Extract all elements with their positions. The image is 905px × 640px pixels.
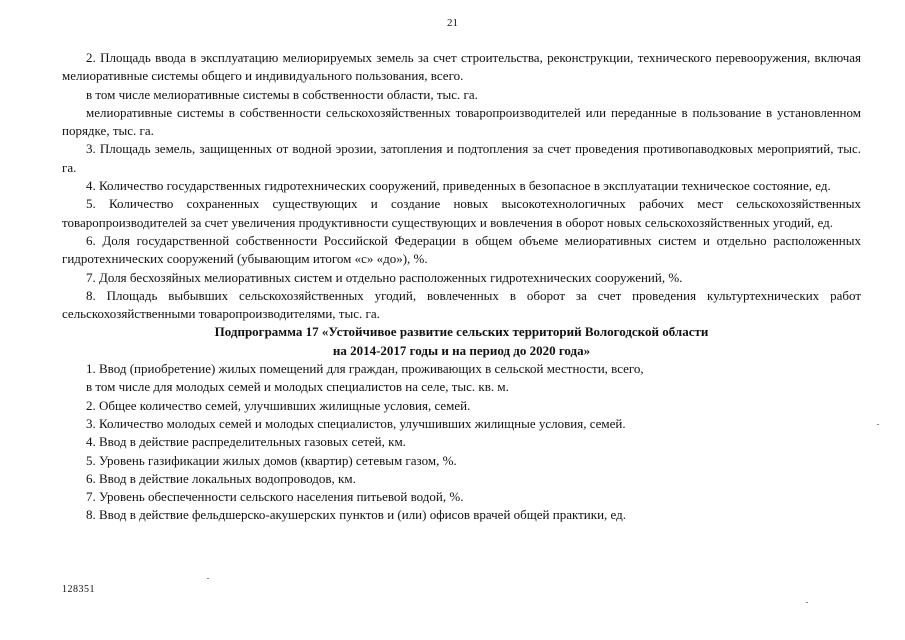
paragraph-item-6: 6. Доля государственной собственности Российской Федерации в общем объеме мелиоративных систем и отдельно расположенных гидротехнических сооружений (убывающим итогом «с» «до»), %. (62, 232, 861, 267)
page-number: 21 (447, 17, 458, 29)
subprogram-item-2: 2. Общее количество семей, улучшивших жилищные условия, семей. (86, 397, 471, 413)
subprogram-item-1: 1. Ввод (приобретение) жилых помещений для граждан, проживающих в сельской местности, всего, (86, 361, 644, 377)
subprogram-item-4: 4. Ввод в действие распределительных газовых сетей, км. (86, 434, 406, 450)
paragraph-item-7: 7. Доля бесхозяйных мелиоративных систем и отдельно расположенных гидротехнических сооружений, %. (86, 269, 683, 285)
subprogram-item-5: 5. Уровень газификации жилых домов (квартир) сетевым газом, %. (86, 452, 457, 468)
subprogram-item-3: 3. Количество молодых семей и молодых специалистов, улучшивших жилищные условия, семей. (86, 415, 626, 431)
subprogram-heading-line1: Подпрограмма 17 «Устойчивое развитие сельских территорий Вологодской области (214, 324, 709, 340)
scan-speck (207, 578, 209, 579)
paragraph-item-4: 4. Количество государственных гидротехнических сооружений, приведенных в безопасное в эксплуатации техническое состояние, ед. (86, 178, 831, 194)
paragraph-item-5: 5. Количество сохраненных существующих и создание новых высокотехнологичных рабочих мест сельскохозяйственных товаропроизводителей за счет увеличения продуктивности существующих и вовлечения в оборот новых сельскохозяйственных угодий, ед. (62, 196, 861, 230)
paragraph-item-3: 3. Площадь земель, защищенных от водной эрозии, затопления и подтопления за счет проведения противопаводковых мероприятий, тыс. га. (62, 141, 861, 175)
paragraph-item-8: 8. Площадь выбывших сельскохозяйственных угодий, вовлеченных в оборот за счет проведения культуртехнических работ сельскохозяйственными товаропроизводителями, тыс. га. (62, 287, 861, 322)
scan-speck (806, 602, 808, 603)
subprogram-item-7: 7. Уровень обеспеченности сельского населения питьевой водой, %. (86, 489, 464, 505)
paragraph-item-2: 2. Площадь ввода в эксплуатацию мелиорируемых земель за счет строительства, реконструкции, технического перевооружения, включая мелиоративные системы общего и индивидуального пользования, всего. (62, 50, 861, 84)
paragraph-item-2-producers: мелиоративные системы в собственности сельскохозяйственных товаропроизводителей или переданные в пользование в установленном порядке, тыс. га. (62, 104, 861, 139)
subprogram-item-6: 6. Ввод в действие локальных водопроводов, км. (86, 470, 356, 486)
scan-speck (877, 424, 879, 425)
subprogram-item-8: 8. Ввод в действие фельдшерско-акушерских пунктов и (или) офисов врачей общей практики, ед. (86, 507, 627, 523)
paragraph-item-2-regional: в том числе мелиоративные системы в собственности области, тыс. га. (86, 86, 478, 102)
subprogram-heading-line2: на 2014-2017 годы и на период до 2020 года» (332, 342, 591, 358)
subprogram-item-1-young: в том числе для молодых семей и молодых специалистов на селе, тыс. кв. м. (86, 379, 509, 395)
document-body (62, 49, 861, 525)
footer-code: 128351 (62, 584, 95, 595)
